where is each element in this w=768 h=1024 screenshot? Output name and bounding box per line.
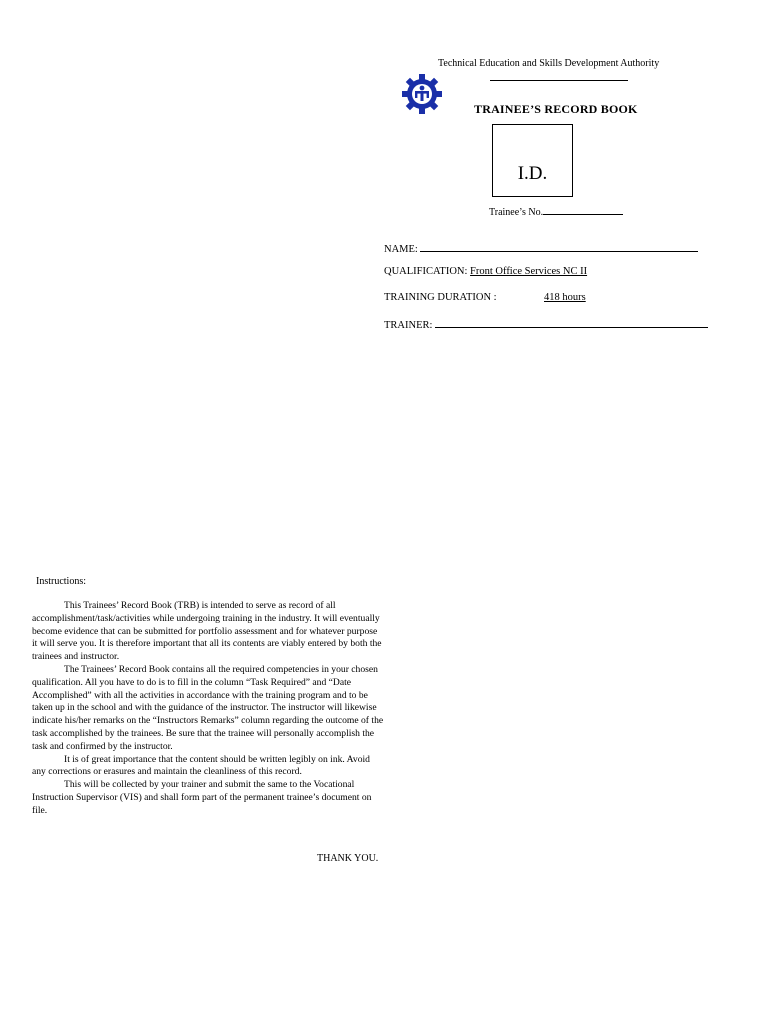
- trainer-label: TRAINER:: [384, 320, 433, 331]
- trainee-number-blank: [543, 205, 623, 215]
- training-duration-value-wrap: [544, 292, 586, 303]
- training-duration-label: TRAINING DURATION :: [384, 292, 497, 303]
- qualification-field: [384, 266, 587, 277]
- organization-underline: [490, 80, 628, 81]
- qualification-value: Front Office Services NC II: [470, 266, 588, 277]
- name-label: NAME:: [384, 244, 418, 255]
- instructions-body: [32, 600, 384, 818]
- instructions-paragraph: The Trainees’ Record Book contains all the required competencies in your chosen qualification. All you have to do is to fill in the column “Task Required” and “Date Accomplished” with all the activities in accordance with the training program and to be taken up in the school and with the guidance of the instructor. The instructor will likewise indicate his/her remarks on the “Instructors Remarks” column regarding the outcome of the task accomplished by the trainees. Be sure that the trainee will personally accomplish the task and confirmed by the instructor.: [32, 663, 384, 752]
- record-book-title: TRAINEE’S RECORD BOOK: [474, 102, 638, 116]
- qualification-label: QUALIFICATION:: [384, 266, 468, 277]
- thank-you-closing: THANK YOU.: [317, 853, 379, 864]
- trainee-number-label: Trainee’s No.: [489, 207, 544, 218]
- trainer-blank: [435, 317, 708, 328]
- name-blank: [420, 241, 698, 252]
- name-field: [384, 241, 698, 255]
- trainer-field: [384, 317, 708, 331]
- instructions-heading: Instructions:: [36, 576, 86, 587]
- instructions-paragraph: This will be collected by your trainer and submit the same to the Vocational Instruction Supervisor (VIS) and shall form part of the permanent trainee’s document on file.: [32, 779, 372, 816]
- instructions-paragraph: This Trainees’ Record Book (TRB) is intended to serve as record of all accomplishment/task/activities while undergoing training in the industry. It will eventually become evidence that can be submitted for portfolio assessment and for whatever purpose it will serve you. It is therefore important that all its contents are viably entered by both the trainees and instructor.: [32, 600, 382, 663]
- tesda-gear-logo-icon: [401, 73, 443, 115]
- trainee-number-line: [489, 205, 623, 218]
- training-duration-value: 418 hours: [544, 292, 586, 303]
- instructions-paragraph: It is of great importance that the content should be written legibly on ink. Avoid any corrections or erasures and maintain the cleanliness of this record.: [32, 753, 370, 778]
- id-label: I.D.: [517, 163, 548, 184]
- id-photo-box: [492, 124, 573, 197]
- organization-name: Technical Education and Skills Development Authority: [438, 58, 660, 69]
- training-duration-field: [384, 292, 497, 303]
